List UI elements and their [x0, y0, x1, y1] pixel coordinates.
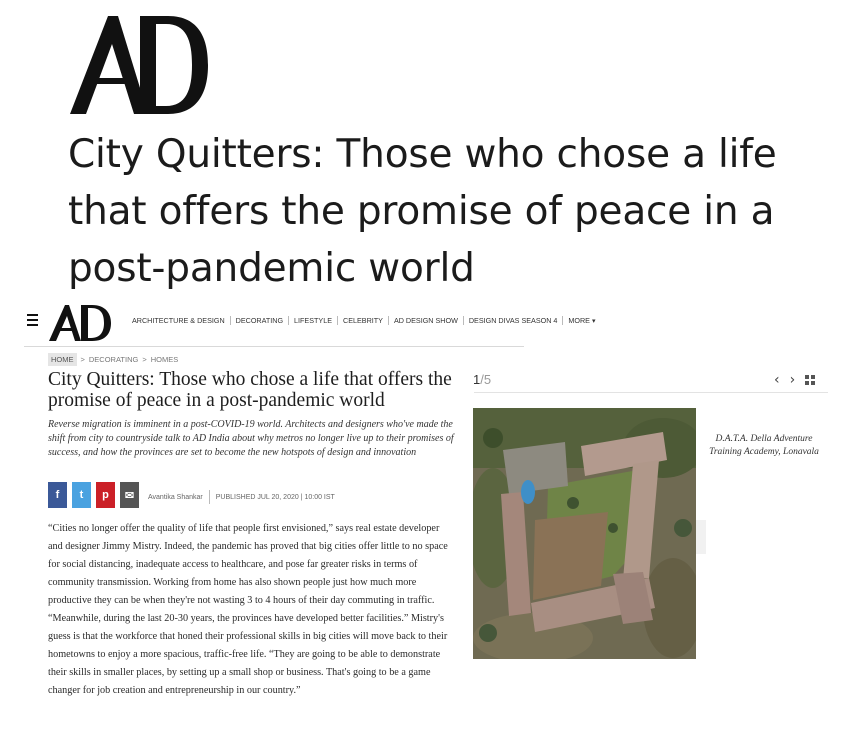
breadcrumb-homes[interactable]: HOMES: [150, 355, 179, 364]
author-name[interactable]: Avantika Shankar: [148, 493, 203, 501]
email-share-button[interactable]: [120, 482, 139, 508]
gallery-photo[interactable]: [473, 408, 696, 659]
nav-item-architecture[interactable]: ARCHITECTURE & DESIGN: [127, 316, 231, 325]
chevron-left-icon[interactable]: ‹: [774, 372, 780, 388]
gallery-total: /5: [480, 372, 492, 387]
article-title: City Quitters: Those who chose a life that offers the promise of peace in a post-pandemic world: [48, 369, 452, 411]
article-screenshot: [24, 298, 834, 718]
breadcrumb-home[interactable]: HOME: [48, 353, 77, 366]
article-body: “Cities no longer offer the quality of life that people first envisioned,” says real estate developer and designer Jimmy Mistry. Indeed, the pandemic has proved that big cities offer little to no space for social distancing, inadequate access to healthcare, and pose far greater risks in terms of community transmission. Working from home has also shown people just how much more productive they can be when they're not wasting 3 to 4 hours of their day commuting in traffic. “Meanwhile, during the last 20-30 years, the provinces have developed better facilities.” Mistry's guess is that the workforce that honed their professional skills in big cities will move back to their hometowns to enjoy a more spacious, traffic-free life. “They are going to be able to demonstrate their skills in smaller places, by setting up a small shop or business. That's going to be a game changer for job creation and entrepreneurship in our country.”: [48, 523, 448, 696]
gallery-divider: [474, 392, 828, 393]
nav-item-design-divas[interactable]: DESIGN DIVAS SEASON 4: [464, 316, 564, 325]
gallery-edge: [696, 520, 706, 554]
photo-caption: D.A.T.A. Della Adventure Training Academy, Lonavala: [709, 434, 819, 457]
twitter-icon: t: [79, 489, 84, 501]
chevron-right-icon[interactable]: ›: [789, 372, 796, 388]
pinterest-share-button[interactable]: [96, 482, 115, 508]
headline: City Quitters: Those who chose a life that offers the promise of peace in a post-pandemic world: [68, 132, 777, 291]
publish-date: PUBLISHED JUL 20, 2020 | 10:00 IST: [215, 493, 335, 501]
breadcrumb-decorating[interactable]: DECORATING: [88, 355, 139, 364]
ad-logo: [68, 14, 208, 116]
nav-menu: [127, 316, 601, 325]
nav-item-celebrity[interactable]: CELEBRITY: [338, 316, 389, 325]
article-subtitle: Reverse migration is imminent in a post-COVID-19 world. Architects and designers who've made the shift from city to countryside talk to AD India about why metros no longer live up to their promises of success, and how the provinces are set to become the new hotspots of design and innovation: [48, 419, 454, 458]
twitter-share-button[interactable]: [72, 482, 91, 508]
site-logo[interactable]: [48, 304, 112, 342]
gallery-counter: [473, 372, 491, 387]
site-nav: [24, 298, 596, 347]
nav-item-more[interactable]: MORE ▾: [568, 316, 596, 325]
byline: [148, 490, 335, 504]
pinterest-icon: p: [102, 489, 109, 501]
gallery-current: 1: [473, 372, 481, 387]
nav-item-lifestyle[interactable]: LIFESTYLE: [289, 316, 338, 325]
menu-icon[interactable]: [27, 314, 38, 326]
facebook-share-button[interactable]: [48, 482, 67, 508]
gallery-controls: [774, 372, 815, 388]
breadcrumb: [48, 353, 178, 366]
byline-divider: [209, 490, 210, 504]
share-bar: [48, 482, 139, 508]
nav-item-decorating[interactable]: DECORATING: [231, 316, 289, 325]
grid-icon[interactable]: [805, 375, 815, 385]
nav-item-ad-design-show[interactable]: AD DESIGN SHOW: [389, 316, 464, 325]
breadcrumb-separator: >: [142, 355, 147, 364]
breadcrumb-separator: >: [80, 355, 85, 364]
email-icon: ✉: [124, 489, 135, 502]
facebook-icon: f: [55, 489, 60, 501]
